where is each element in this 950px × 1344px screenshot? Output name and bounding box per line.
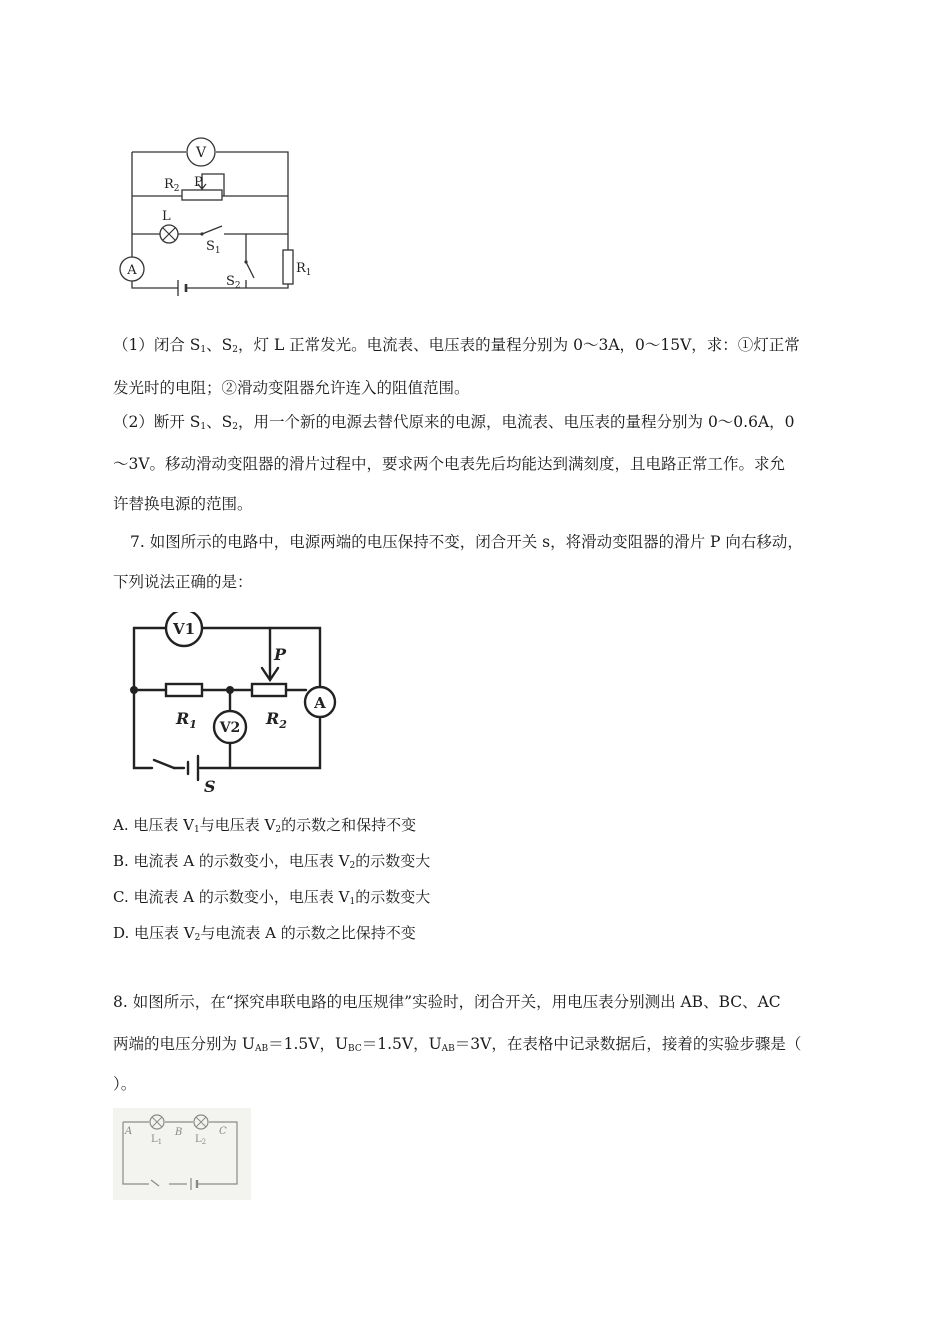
- q6-part2-line2: ～3V。移动滑动变阻器的滑片过程中，要求两个电表先后均能达到满刻度，且电路正常工作。求允: [113, 455, 786, 473]
- svg-text:L2: $L_2$: [195, 1134, 207, 1146]
- q6-part2-line1: （2）断开 $S_1$、$S_2$，用一个新的电源去替代原来的电源，电流表、电压表的量程分别为 0～0.6A，0: [113, 413, 795, 432]
- r1-label: R: [176, 709, 190, 728]
- p-label: P: [274, 645, 287, 664]
- l2-label: L: [195, 1134, 202, 1145]
- s1-label: S: [206, 239, 215, 254]
- point-a-label: A: [125, 1126, 133, 1137]
- q7-option-c: C. 电流表 A 的示数变小，电压表 $V_1$的示数变大: [113, 888, 431, 907]
- svg-text:R2: $R_2$: [164, 177, 180, 194]
- r2-label: R: [164, 177, 174, 192]
- svg-text:R2: $R_2$: [266, 709, 287, 731]
- q6-part1-line1: （1）闭合 $S_1$、$S_2$，灯 L 正常发光。电流表、电压表的量程分别为 0～3A，0～15V，求：①灯正常: [113, 336, 800, 355]
- ammeter-label: A: [127, 263, 137, 278]
- q7-option-d: D. 电压表 $V_2$与电流表 A 的示数之比保持不变: [113, 924, 416, 943]
- q8-stem-line3: ）。: [113, 1075, 137, 1093]
- q8-stem-line1: 8. 如图所示，在“探究串联电路的电压规律”实验时，闭合开关，用电压表分别测出 AB、BC、AC: [113, 993, 781, 1011]
- point-c-label: C: [219, 1126, 227, 1137]
- r1-label: R: [296, 261, 306, 276]
- s2-label: S: [226, 274, 235, 289]
- s-label: S: [204, 777, 216, 796]
- q7-stem-line2: 下列说法正确的是：: [113, 573, 253, 591]
- lamp-label: L: [162, 209, 171, 224]
- slider-label: P: [194, 175, 203, 190]
- l1-label: L: [151, 1134, 158, 1145]
- a-label: A: [314, 694, 326, 712]
- voltmeter-label: V: [195, 145, 207, 161]
- svg-text:R1: $R_1$: [296, 261, 312, 278]
- v1-label: V1: [172, 620, 196, 638]
- point-b-label: B: [175, 1127, 183, 1138]
- q7-option-b: B. 电流表 A 的示数变小，电压表 $V_2$的示数变大: [113, 852, 431, 871]
- svg-text:R1: $R_1$: [176, 709, 197, 731]
- circuit-diagram-q8: [113, 1108, 251, 1200]
- q8-stem-line2: 两端的电压分别为 $U_{AB}=1.5V$，$U_{BC}=1.5V$，$U_{AB}=3V$，在表格中记录数据后，接着的实验步骤是（: [113, 1035, 802, 1054]
- q6-part2-line3: 许替换电源的范围。: [113, 495, 253, 513]
- q7-stem-line1: 7. 如图所示的电路中，电源两端的电压保持不变，闭合开关 s，将滑动变阻器的滑片 P 向右移动，: [130, 533, 803, 551]
- svg-text:S2: $S_2$: [226, 274, 241, 291]
- q7-option-a: A. 电压表 $V_1$与电压表 $V_2$的示数之和保持不变: [113, 816, 417, 835]
- q6-part1-line2: 发光时的电阻；②滑动变阻器允许连入的阻值范围。: [113, 379, 470, 397]
- v2-label: V2: [219, 720, 241, 736]
- r2-label: R: [266, 709, 280, 728]
- circuit-diagram-q7: [120, 612, 350, 800]
- circuit-diagram-q6: [112, 130, 312, 310]
- svg-text:L1: $L_1$: [151, 1134, 163, 1146]
- svg-text:S1: $S_1$: [206, 239, 221, 256]
